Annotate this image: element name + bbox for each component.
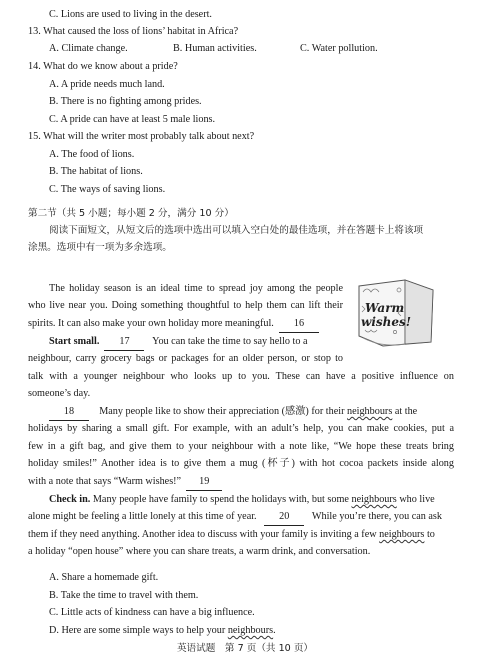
p3-line5-text: with a note that says “Warm wishes!” [28, 476, 182, 487]
p4-line1-neighbours: neighbours [351, 494, 397, 505]
p3-line1-a: Many people like to show their appreciation (感激) for their [99, 406, 345, 417]
passage-p3-line5 [28, 473, 222, 491]
q13-option-b: B. Human activities. [173, 43, 257, 54]
passage-p2-line1-rest: You can take the time to say hello to a [152, 336, 308, 347]
p3-line1-neighbours: neighbours [347, 406, 393, 417]
q14-option-b: B. There is no fighting among prides. [49, 96, 202, 107]
passage-p2-line3: talk with a younger neighbour who looks up to you. These can have a positive influence on [28, 371, 454, 382]
page-footer: 英语试题 第 7 页（共 10 页） [176, 643, 314, 654]
p4-heading: Check in. [49, 494, 91, 505]
passage-p1-line2: who live near you. Doing something thoughtful to help them can lift their [28, 300, 343, 311]
q15-option-c: C. The ways of saving lions. [49, 184, 166, 195]
passage-p2-line2: neighbour, carry grocery bags or packages for an older person, or stop to [28, 353, 343, 364]
choice-d [49, 622, 276, 639]
q14-option-a: A. A pride needs much land. [49, 79, 165, 90]
q13-option-a: A. Climate change. [49, 43, 128, 54]
choice-b: B. Take the time to travel with them. [49, 590, 199, 601]
passage-p1-line3-text: spirits. It can also make your own holiday more meaningful. [28, 318, 274, 329]
q15-option-a: A. The food of lions. [49, 149, 135, 160]
section-instruction-line1: 阅读下面短文，从短文后的选项中选出可以填入空白处的最佳选项，并在答题卡上将该项 [49, 225, 424, 236]
q13-option-c: C. Water pollution. [300, 43, 378, 54]
q12-option-c: C. Lions are used to living in the desert. [49, 9, 212, 20]
passage-p3-line3: few in a gift bag, and give them to your neighbour with a note like, “We hope these treats bring [28, 441, 454, 452]
p4-line2-a: alone might be feeling a little lonely at this time of year. [28, 511, 257, 522]
p3-line1-b: at the [394, 406, 418, 417]
q13-stem: 13. What caused the loss of lions’ habitat in Africa? [28, 26, 239, 37]
blank-20[interactable]: 20 [264, 508, 304, 526]
q14-stem: 14. What do we know about a pride? [28, 61, 178, 72]
blank-19[interactable]: 19 [186, 473, 222, 491]
choice-d-period: . [273, 625, 276, 636]
passage-p2-line1 [49, 333, 343, 351]
section-instruction-line2: 涂黑。选项中有一项为多余选项。 [28, 242, 172, 253]
choice-d-neighbours: neighbours [227, 625, 274, 636]
passage-p3-line4: holiday smiles!” Another idea is to give them a mug (杯子) with hot cocoa packets inside along [28, 458, 454, 469]
choice-d-text: D. Here are some simple ways to help your [49, 625, 226, 636]
q14-option-c: C. A pride can have at least 5 male lions. [49, 114, 216, 125]
passage-p4-line2 [28, 508, 454, 526]
card-drawing [353, 276, 437, 348]
blank-16[interactable]: 16 [279, 315, 319, 333]
blank-18[interactable]: 18 [49, 403, 89, 421]
blank-17[interactable]: 17 [104, 333, 144, 351]
p2-heading: Start small. [49, 336, 100, 347]
passage-p3-line2: holidays by sharing a small gift. For example, with an adult’s help, you can make cookies, put a [28, 423, 454, 434]
p4-line3-b: to [426, 529, 435, 540]
p4-line3-neighbours: neighbours [379, 529, 425, 540]
passage-p4-line1 [49, 491, 454, 508]
passage-p4-line3 [28, 526, 454, 543]
passage-p2-line4: someone’s day. [28, 388, 91, 399]
section-title: 第二节（共 5 小题；每小题 2 分，满分 10 分） [28, 208, 234, 219]
choice-c: C. Little acts of kindness can have a big influence. [49, 607, 255, 618]
passage-p1-line1: The holiday season is an ideal time to spread joy among the people [49, 283, 343, 294]
card-text-warm: Warm [365, 301, 405, 315]
warm-wishes-card-image [353, 276, 437, 348]
card-text-wishes: wishes! [361, 315, 412, 329]
p4-line3-a: them if they need anything. Another idea to discuss with your family is inviting a few [28, 529, 377, 540]
q15-option-b: B. The habitat of lions. [49, 166, 143, 177]
q15-stem: 15. What will the writer most probably talk about next? [28, 131, 255, 142]
p4-line1-b: who live [399, 494, 435, 505]
p4-line2-b: While you’re there, you can ask [311, 511, 442, 522]
p4-line1-a: Many people have family to spend the holidays with, but some [92, 494, 349, 505]
passage-p3-line1 [49, 403, 454, 421]
passage-p4-line4: a holiday “open house” where you can share treats, a warm drink, and conversation. [28, 546, 371, 557]
choice-a: A. Share a homemade gift. [49, 572, 159, 583]
passage-p1-line3 [28, 315, 319, 333]
